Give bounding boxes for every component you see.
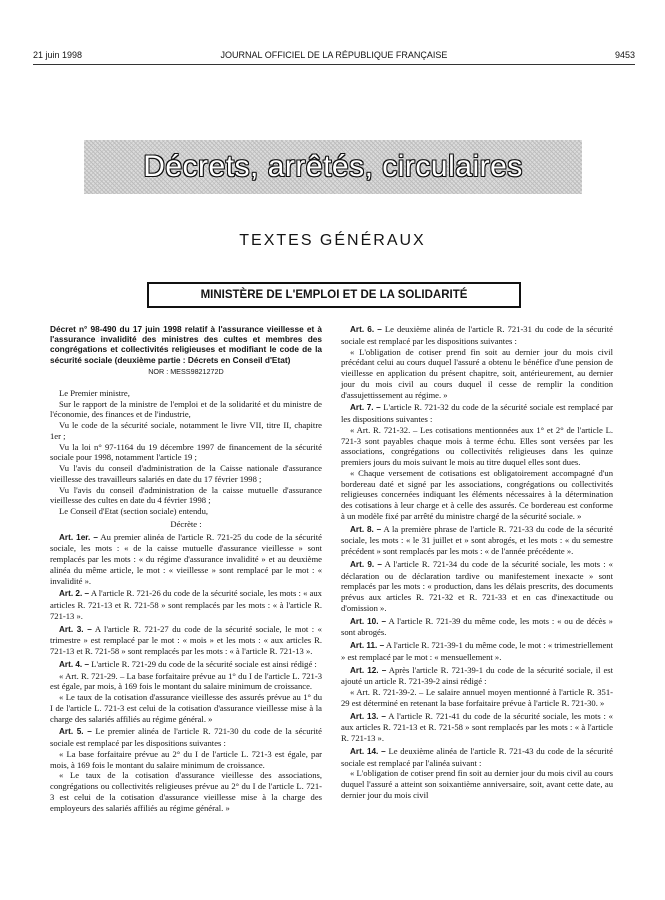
article-heading: Art. 1er. – bbox=[59, 532, 98, 542]
article-text: « Art. R. 721-32. – Les cotisations mentionnées aux 1° et 2° de l'article L. 721-3 sont payables chaque mois à terme échu. Elles sont versées par les associations, congrégations ou collectivités religieuses dans les quinze premiers jours du mois suivant le mois au titre duquel elles sont dues. bbox=[341, 424, 613, 467]
visa-line: Vu l'avis du conseil d'administration de la caisse mutuelle d'assurance vieillesse des cultes en date du 4 février 1998 ; bbox=[50, 484, 322, 506]
visa-line: Le Premier ministre, bbox=[59, 387, 130, 398]
article-paragraph bbox=[50, 624, 322, 657]
article-paragraph bbox=[50, 770, 322, 813]
header-rule bbox=[33, 64, 635, 65]
article-heading: Art. 5. – bbox=[59, 727, 92, 737]
article-paragraph bbox=[341, 468, 613, 522]
article-paragraph bbox=[341, 347, 613, 401]
journal-title: JOURNAL OFFICIEL DE LA RÉPUBLIQUE FRANÇAISE bbox=[220, 50, 448, 60]
article-heading: Art. 4. – bbox=[59, 659, 90, 669]
article-heading: Art. 8. – bbox=[350, 524, 382, 534]
visa-line: Le Conseil d'Etat (section sociale) entendu, bbox=[59, 506, 209, 517]
article-heading: Art. 12. – bbox=[350, 665, 387, 675]
right-column bbox=[341, 324, 613, 801]
article-text: Le premier alinéa de l'article R. 721-30 du code de la sécurité sociale est remplacé par les dispositions suivantes : bbox=[50, 726, 322, 749]
article-heading: Art. 3. – bbox=[59, 624, 92, 634]
article-text: « La base forfaitaire prévue au 2° du I de l'article L. 721-3 est égale, par mois, à 169 fois le montant du salaire minimum de croissance. bbox=[50, 748, 322, 770]
article-paragraph bbox=[341, 402, 613, 425]
article-text: « Art. R. 721-29. – La base forfaitaire prévue au 1° du I de l'article L. 721-3 est égale, par mois, à 169 fois le montant du salaire minimum de croissance. bbox=[50, 670, 322, 692]
article-text: A l'article R. 721-39 du même code, les mots : « ou de décès » sont abrogés. bbox=[341, 615, 613, 638]
article-text: « Le taux de la cotisation d'assurance vieillesse des assurés prévue au 1° du I de l'article L. 721-3 est celui de la cotisation d'assurance vieillesse mise à la charge des salariés affiliés au régime général. » bbox=[50, 692, 322, 724]
article-text: Après l'article R. 721-39-1 du code de la sécurité sociale, il est ajouté un article R. 721-39-2 ainsi rédigé : bbox=[341, 664, 613, 687]
article-paragraph bbox=[50, 671, 322, 693]
page-number: 9453 bbox=[614, 50, 635, 60]
decree-title: Décret n° 98-490 du 17 juin 1998 relatif à l'assurance vieillesse et à l'assurance invalidité des ministres des cultes et membres des congrégations et collectivités religieuses et modifiant le code de la sécurité sociale (deuxième partie : Décrets en Conseil d'Etat) bbox=[50, 324, 322, 365]
visa-line: Sur le rapport de la ministre de l'emploi et de la solidarité et du ministre de l'économie, des finances et de l'industrie, bbox=[50, 398, 322, 420]
article-paragraph bbox=[341, 425, 613, 468]
article-paragraph bbox=[50, 726, 322, 749]
visa-line: Vu la loi n° 97-1164 du 19 décembre 1997 de financement de la sécurité sociale pour 1998, notamment l'article 19 ; bbox=[50, 441, 322, 463]
article-paragraph bbox=[341, 746, 613, 769]
article-heading: Art. 9. – bbox=[350, 559, 382, 569]
decree-nor: NOR : MESS9821272D bbox=[148, 366, 224, 376]
page-header bbox=[33, 50, 635, 64]
article-heading: Art. 7. – bbox=[350, 403, 381, 413]
article-paragraph bbox=[341, 524, 613, 557]
article-text: Le deuxième alinéa de l'article R. 721-43 du code de la sécurité sociale est remplacé par l'alinéa suivant : bbox=[341, 745, 613, 768]
article-text: A l'article R. 721-34 du code de la sécurité sociale, les mots : « déclaration ou de déclaration tardive ou manifestement inexacte » sont remplacés par les mots : « production, dans les délais prescrits, des documents prévus aux articles R. 721-32 et R. 721-33 et en cas d'inexactitude ou d'omission ». bbox=[341, 558, 613, 613]
article-text: A l'article R. 721-39-1 du même code, le mot : « trimestriellement » est remplacé par le mot : « mensuellement ». bbox=[341, 640, 613, 662]
article-paragraph bbox=[50, 588, 322, 621]
article-text: « L'obligation de cotiser prend fin soit au dernier jour du mois civil précédant celui au cours duquel l'assuré a obtenu le bénéfice d'une pension de vieillesse en application du présent chapitre, soit, antérieurement, au dernier jour du mois civil au cours duquel il cesse de remplir la condition d'assujettissement au régime. » bbox=[341, 346, 613, 400]
article-text: « L'obligation de cotiser prend fin soit au dernier jour du mois civil au cours duquel l'assuré a atteint son soixantième anniversaire, soit, avant cette date, au dernier jour du mois civil bbox=[341, 768, 613, 800]
visa-line: Vu l'avis du conseil d'administration de la Caisse nationale d'assurance vieillesse des travailleurs salariés en date du 17 février 1998 ; bbox=[50, 463, 322, 484]
article-text: A l'article R. 721-27 du code de la sécurité sociale, le mot : « trimestre » est remplacé par le mot : « mois » et les mots : « aux articles R. 721-13 et R. 721-58 » sont remplacés par les mots : « à l'article R. 721-13 ». bbox=[50, 623, 322, 657]
banner-title: Décrets, arrêtés, circulaires bbox=[143, 150, 523, 183]
article-text: A l'article R. 721-41 du code de la sécurité sociale, les mots : « aux articles R. 721-13 et R. 721-58 » sont remplacés par les mots : « à l'article R. 721-13 ». bbox=[341, 710, 613, 743]
article-heading: Art. 11. – bbox=[350, 641, 385, 650]
article-heading: Art. 10. – bbox=[350, 616, 387, 626]
article-paragraph bbox=[50, 692, 322, 724]
visa-line: Vu le code de la sécurité sociale, notamment le livre VII, titre II, chapitre 1er ; bbox=[50, 420, 322, 441]
left-column bbox=[50, 324, 322, 813]
ministry-title: MINISTÈRE DE L'EMPLOI ET DE LA SOLIDARITÉ bbox=[200, 289, 468, 301]
article-heading: Art. 6. – bbox=[350, 325, 382, 334]
article-text: L'article R. 721-32 du code de la sécurité sociale est remplacé par les dispositions suivantes : bbox=[341, 402, 613, 424]
article-paragraph bbox=[341, 687, 613, 709]
article-text: « Art. R. 721-39-2. – Le salaire annuel moyen mentionné à l'article R. 351-29 est déterminé en retenant la base forfaitaire prévue à l'article R. 721-30. » bbox=[341, 687, 613, 708]
article-paragraph bbox=[341, 640, 613, 663]
article-paragraph bbox=[341, 616, 613, 639]
article-heading: Art. 2. – bbox=[59, 589, 90, 599]
decrete-label: Décrète : bbox=[170, 518, 202, 529]
article-paragraph bbox=[341, 665, 613, 688]
article-text: Le deuxième alinéa de l'article R. 721-31 du code de la sécurité sociale est remplacé par les dispositions suivantes : bbox=[341, 324, 613, 346]
article-paragraph bbox=[50, 659, 322, 671]
article-text: « Le taux de la cotisation d'assurance vieillesse des associations, congrégations ou collectivités religieuses prévue au 2° du I de l'article L. 721-3 est celui de la cotisation d'assurance vieillesse mise à la charge des employeurs des salariés affiliés au régime général. » bbox=[50, 770, 322, 813]
article-text: L'article R. 721-29 du code de la sécurité sociale est ainsi rédigé : bbox=[91, 658, 317, 669]
article-paragraph bbox=[50, 749, 322, 771]
article-text: A l'article R. 721-26 du code de la sécurité sociale, les mots : « aux articles R. 721-13 et R. 721-58 » sont remplacés par les mots : « à l'article R. 721-13 ». bbox=[50, 588, 322, 621]
section-title: TEXTES GÉNÉRAUX bbox=[239, 232, 426, 249]
article-paragraph bbox=[341, 324, 613, 347]
article-paragraph bbox=[341, 559, 613, 614]
article-paragraph bbox=[341, 768, 613, 800]
article-text: « Chaque versement de cotisations est obligatoirement accompagné d'un bordereau daté et signé par les associations, congrégations ou collectivités religieuses concernées indiquant les éléments nécessaires à la détermination des cotisations à leur charge et à celle des assurés. Ce bordereau est conforme à un modèle fixé par arrêté du ministre chargé de la sécurité sociale. » bbox=[341, 467, 613, 521]
article-text: A la première phrase de l'article R. 721-33 du code de la sécurité sociale, les mots : « le 31 juillet et » sont abrogés, et les mots : « du semestre précédent » sont remplacés par les mots : « de l'année précédente ». bbox=[341, 523, 613, 556]
ministry-box bbox=[147, 282, 521, 308]
header-date: 21 juin 1998 bbox=[33, 50, 83, 60]
article-text: Au premier alinéa de l'article R. 721-25 du code de la sécurité sociale, les mots : « de la caisse mutuelle d'assurance vieillesse » sont remplacés par les mots : « du régime d'assurance invalidité » et au deuxième alinéa du même article, le mot : « vieillesse » sont remplacé par le mot : « invalidité ». bbox=[50, 531, 322, 586]
article-heading: Art. 14. – bbox=[350, 746, 386, 756]
article-paragraph bbox=[50, 532, 322, 587]
article-heading: Art. 13. – bbox=[350, 711, 386, 721]
article-paragraph bbox=[341, 711, 613, 744]
